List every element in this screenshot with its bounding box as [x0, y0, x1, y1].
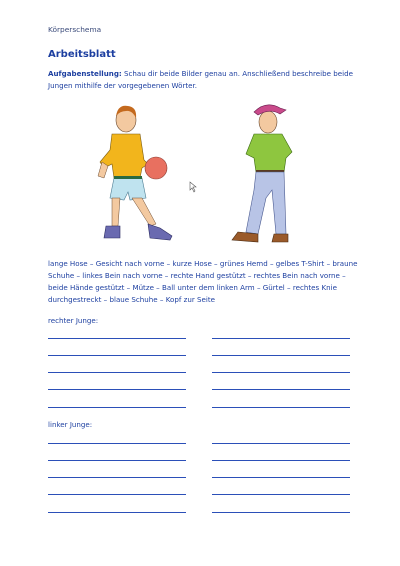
answer-line[interactable]: [48, 443, 186, 444]
answer-line[interactable]: [212, 460, 350, 461]
task-instructions: [48, 68, 368, 92]
mouse-pointer-icon: [190, 182, 196, 192]
answer-line[interactable]: [48, 512, 186, 513]
answer-line[interactable]: [48, 407, 186, 408]
answer-line[interactable]: [212, 494, 350, 495]
answer-line[interactable]: [212, 477, 350, 478]
answer-line[interactable]: [212, 443, 350, 444]
answer-line[interactable]: [48, 355, 186, 356]
answer-line[interactable]: [48, 477, 186, 478]
answer-line[interactable]: [48, 338, 186, 339]
right-boy-label: rechter Junge:: [48, 316, 99, 325]
page-topic: Körperschema: [48, 25, 102, 34]
answer-line[interactable]: [212, 389, 350, 390]
answer-line[interactable]: [212, 355, 350, 356]
right-boy-figure: [232, 105, 292, 242]
answer-line[interactable]: [212, 338, 350, 339]
answer-line[interactable]: [212, 372, 350, 373]
answer-line[interactable]: [48, 460, 186, 461]
answer-line[interactable]: [212, 407, 350, 408]
boys-illustration: [90, 98, 320, 250]
task-text: Schau dir beide Bilder genau an. Anschließend beschreibe beide Jungen mithilfe der vorgegebenen Wörter.: [48, 69, 353, 90]
page-title: Arbeitsblatt: [48, 49, 116, 60]
answer-line[interactable]: [48, 389, 186, 390]
left-boy-figure: [98, 106, 172, 240]
answer-line[interactable]: [48, 494, 186, 495]
answer-line[interactable]: [48, 372, 186, 373]
word-bank: lange Hose – Gesicht nach vorne – kurze Hose – grünes Hemd – gelbes T-Shirt – braune Schuhe – linkes Bein nach vorne – rechte Hand gestützt – rechtes Bein nach vorne – beide Hände gestützt – Mütze – Ball unter dem linken Arm – Gürtel – rechtes Knie durchgestreckt – blaue Schuhe – Kopf zur Seite: [48, 259, 358, 304]
answer-line[interactable]: [212, 512, 350, 513]
task-label: Aufgabenstellung:: [48, 69, 122, 78]
left-boy-label: linker Junge:: [48, 420, 93, 429]
